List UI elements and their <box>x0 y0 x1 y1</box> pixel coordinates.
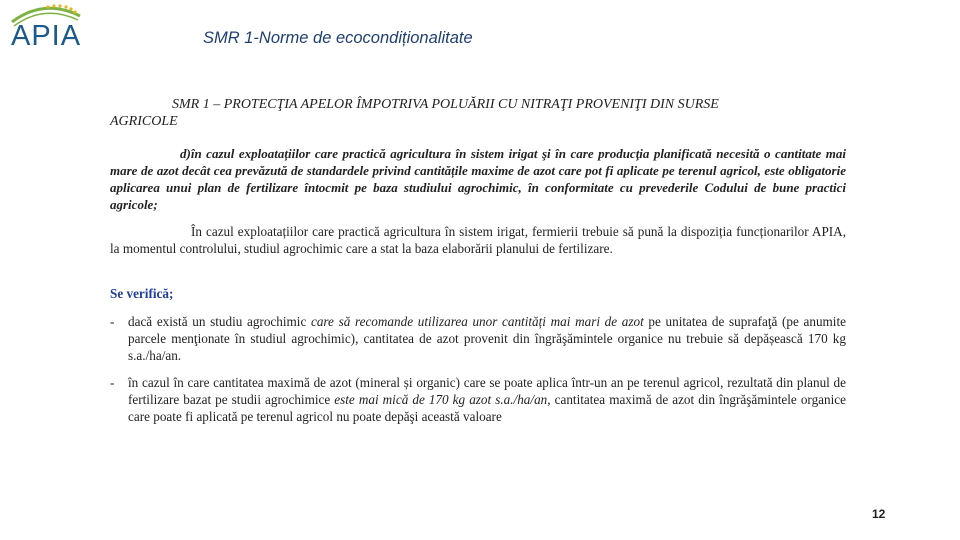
slide-title: SMR 1-Norme de ecocondiționalitate <box>203 29 473 47</box>
heading-line-1: SMR 1 – PROTECŢIA APELOR ÎMPOTRIVA POLUĂRII CU NITRAŢI PROVENIŢI DIN SURSE <box>172 97 719 112</box>
paragraph-d <box>110 145 846 213</box>
bullet-dash: - <box>110 375 115 390</box>
paragraph-d-text: d)în cazul exploatațiilor care practică agricultura în sistem irigat şi în care producţia planificată necesită o cantitate mai mare de azot decât cea prevăzută de standardele privind cantitățile maxime de azot care pot fi aplicate pe terenul agricol, este obligatorie aplicarea unui plan de fertilizare întocmit pe baza studiului agrochimic, în conformitate cu prevederile Codului de bune practici agricole; <box>110 146 846 212</box>
paragraph-apia-text: În cazul exploatațiilor care practică agricultura în sistem irigat, fermierii trebuie să pună la dispoziția funcționarilor APIA, la momentul controlului, studiul agrochimic care a stat la baza elaborării planului de fertilizare. <box>110 224 846 256</box>
apia-logo <box>8 2 84 58</box>
bullet-2-text <box>128 374 846 425</box>
logo-text: APIA <box>11 20 82 52</box>
bullet-2-part-1: în cazul în care cantitatea maximă de azot (mineral și organic) care se poate aplica într-un an pe terenul agricol, rezultată din planul de fertilizare bazat pe studii agrochimice <box>128 375 846 407</box>
bullet-item-2 <box>110 374 846 425</box>
bullet-dash: - <box>110 314 115 329</box>
bullet-1-italic: care să recomande utilizarea unor cantități mai mari de azot <box>310 314 644 329</box>
section-heading <box>110 96 850 130</box>
bullet-1-part-1: dacă există un studiu agrochimic <box>128 314 311 329</box>
bullet-item-1 <box>110 313 846 364</box>
page-number: 12 <box>872 507 886 521</box>
bullet-1-text <box>128 313 846 364</box>
verify-label: Se verifică; <box>110 286 174 301</box>
bullet-2-part-3: , cantitatea maximă de azot din îngrăşămintele organice care poate fi aplicată pe terenul agricol nu poate depăşi această valoare <box>128 392 846 424</box>
heading-line-2: AGRICOLE <box>110 114 178 129</box>
bullet-1-part-3: pe unitatea de suprafaţă (pe anumite parcele menţionate în studiul agrochimic), cantitatea de azot provenit din îngrăşămintele organice nu trebuie să depășească 170 kg s.a./ha/an. <box>128 314 846 363</box>
bullet-2-italic: este mai mică de 170 kg azot s.a./ha/an <box>334 392 548 407</box>
paragraph-apia-control <box>110 223 846 257</box>
